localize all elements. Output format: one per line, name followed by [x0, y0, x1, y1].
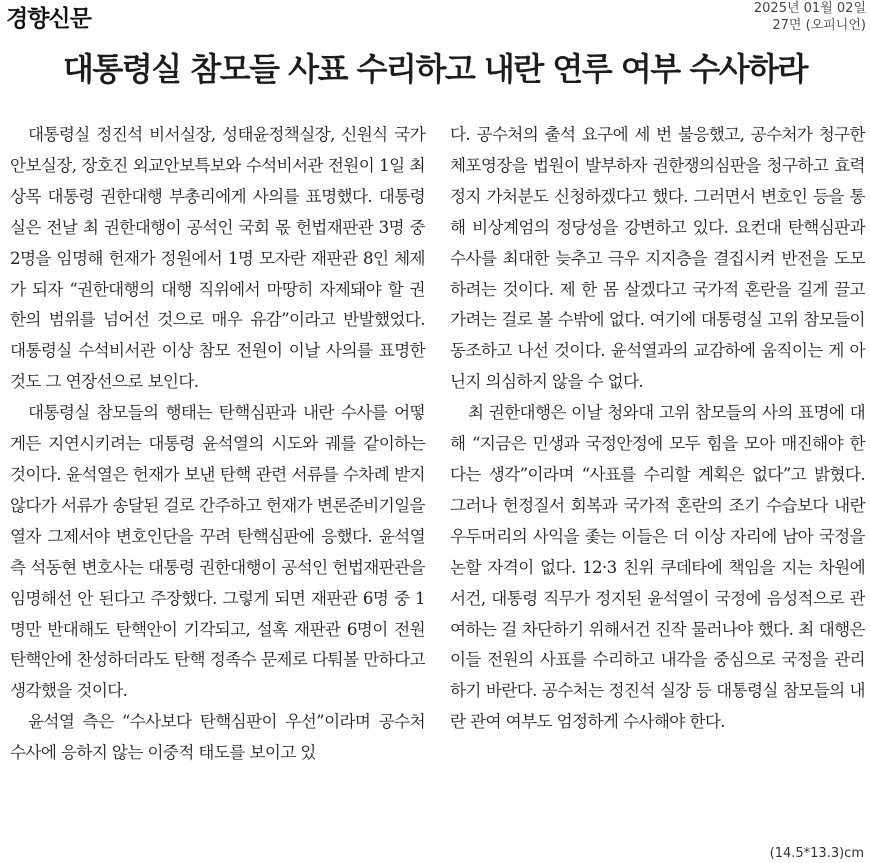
paragraph: 윤석열 측은 “수사보다 탄핵심판이 우선”이라며 공수처 수사에 응하지 않는 이중적 태도를 보이고 있 [10, 712, 425, 763]
article-size-note: (14.5*13.3)cm [769, 846, 864, 861]
paragraph: 대통령실 참모들의 행태는 탄핵심판과 내란 수사를 어떻게든 지연시키려는 대통령 윤석열의 시도와 궤를 같이하는 것이다. 윤석열은 헌재가 보낸 탄핵 관련 서류를 수차례 받지 않다가 서류가 송달된 걸로 간주하고 헌재가 변론준비기일을 열자 그제서야 변호인단을 꾸려 탄핵심판에 응했다. 윤석열 측 석동현 변호사는 대통령 권한대행이 공석인 헌법재판관을 임명해선 안 된다고 주장했다. 그렇게 되면 재판관 6명 중 1명만 반대해도 탄핵안이 기각되고, 설혹 재판관 6명이 전원 탄핵안에 찬성하더라도 탄핵 정족수 문제로 다퉈볼 만하다고 생각했을 것이다. [10, 403, 425, 701]
page-section: 27면 (오피니언) [772, 18, 866, 33]
article-column-left [10, 120, 425, 769]
publication-meta [754, 0, 866, 34]
paragraph: 다. 공수처의 출석 요구에 세 번 불응했고, 공수처가 청구한 체포영장을 법원이 발부하자 권한쟁의심판을 청구하고 효력정지 가처분도 신청하겠다고 했다. 그러면서 변호인 등을 통해 비상계엄의 정당성을 강변하고 있다. 요컨대 탄핵심판과 수사를 최대한 늦추고 극우 지지층을 결집시켜 반전을 도모하려는 것이다. 제 한 몸 살겠다고 국가적 혼란을 길게 끌고 가려는 걸로 볼 수밖에 없다. 여기에 대통령실 고위 참모들이 동조하고 나선 것이다. 윤석열과의 교감하에 움직이는 게 아닌지 의심하지 않을 수 없다. [450, 125, 865, 392]
publication-date: 2025년 01월 02일 [753, 1, 866, 16]
paragraph: 최 권한대행은 이날 청와대 고위 참모들의 사의 표명에 대해 “지금은 민생과 국정안정에 모두 힘을 모아 매진해야 한다는 생각”이라며 “사표를 수리할 계획은 없다”고 밝혔다. 그러나 헌정질서 회복과 국가적 혼란의 조기 수습보다 내란 우두머리의 사익을 좇는 이들은 더 이상 자리에 남아 국정을 논할 자격이 없다. 12·3 친위 쿠데타에 책임을 지는 차원에서건, 대통령 직무가 정지된 윤석열이 국정에 음성적으로 관여하는 걸 차단하기 위해서건 진작 물러나야 했다. 최 대행은 이들 전원의 사표를 수리하고 내각을 중심으로 국정을 관리하기 바란다. 공수처는 정진석 실장 등 대통령실 참모들의 내란 관여 여부도 엄정하게 수사해야 한다. [450, 403, 865, 732]
editorial-headline: 대통령실 참모들 사표 수리하고 내란 연루 여부 수사하라 [63, 50, 807, 88]
article-column-right [450, 120, 865, 738]
newspaper-masthead: 경향신문 [6, 6, 91, 32]
paragraph: 대통령실 정진석 비서실장, 성태윤정책실장, 신원식 국가안보실장, 장호진 외교안보특보와 수석비서관 전원이 1일 최상목 대통령 권한대행 부총리에게 사의를 표명했다. 대통령실은 전날 최 권한대행이 공석인 국회 몫 헌법재판관 3명 중 2명을 임명해 헌재가 정원에서 1명 모자란 재판관 8인 체제가 되자 “권한대행의 대행 직위에서 마땅히 자제돼야 할 권한의 범위를 넘어선 것으로 매우 유감”이라고 반발했었다. 대통령실 수석비서관 이상 참모 전원이 이날 사의를 표명한 것도 그 연장선으로 보인다. [10, 125, 425, 392]
